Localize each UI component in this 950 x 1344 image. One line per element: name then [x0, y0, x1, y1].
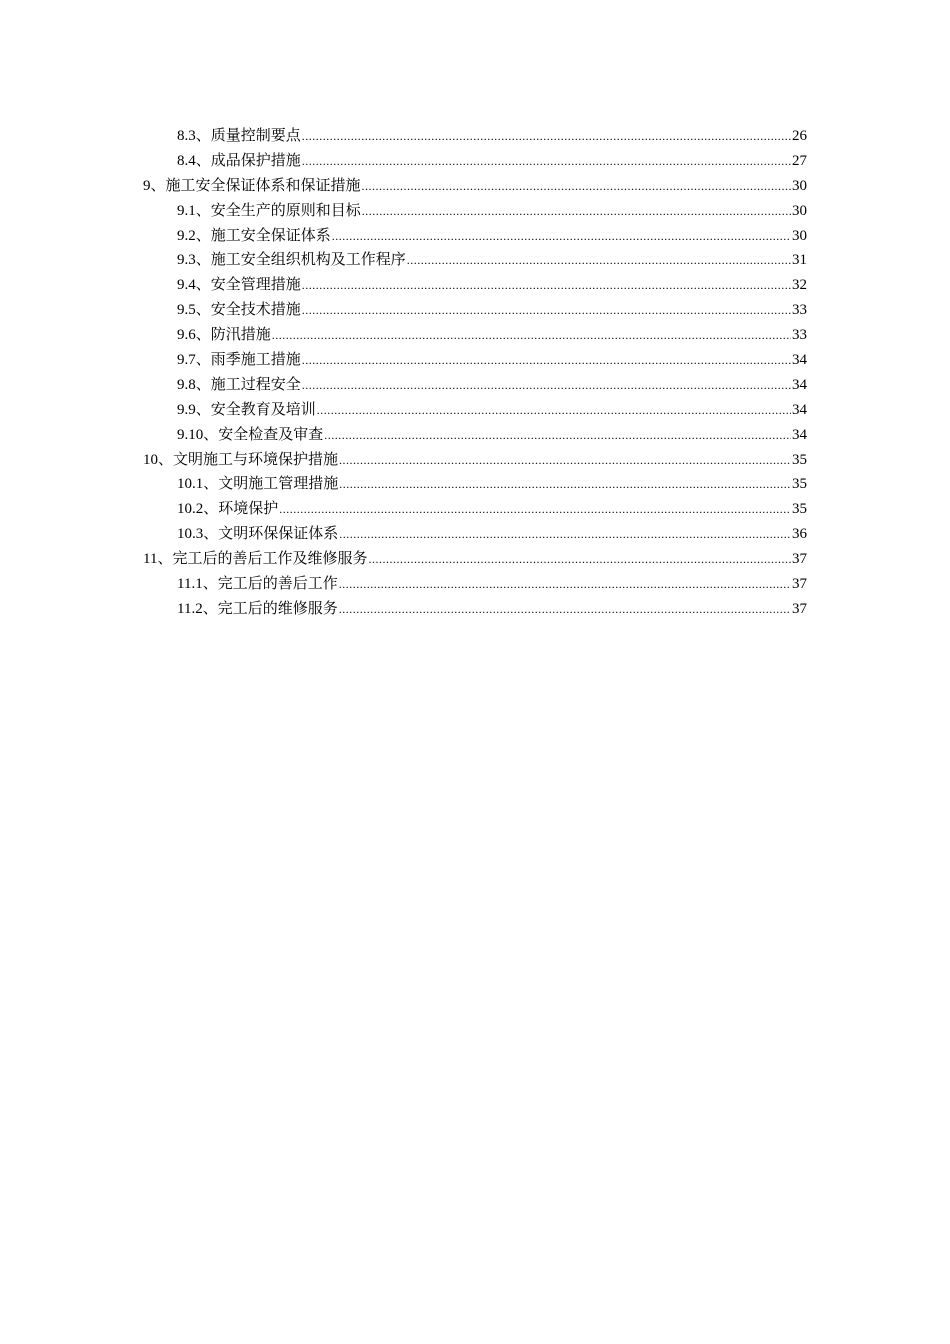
toc-entry-page-number: 37	[792, 551, 807, 568]
toc-dot-leader	[339, 572, 791, 597]
toc-dot-leader	[362, 199, 791, 224]
toc-entry[interactable]	[143, 597, 807, 622]
toc-entry-title: 9.2、施工安全保证体系	[177, 227, 331, 244]
toc-entry[interactable]	[143, 199, 807, 224]
toc-entry[interactable]	[143, 298, 807, 323]
toc-entry[interactable]	[143, 423, 807, 448]
toc-entry[interactable]	[143, 323, 807, 348]
toc-entry-page-number: 35	[792, 451, 807, 468]
toc-entry-page-number: 35	[792, 501, 807, 518]
toc-entry[interactable]	[143, 547, 807, 572]
toc-entry-page-number: 30	[792, 177, 807, 194]
toc-dot-leader	[339, 472, 791, 497]
toc-entry-page-number: 33	[792, 302, 807, 319]
toc-entry-page-number: 26	[792, 128, 807, 144]
toc-dot-leader	[324, 423, 791, 448]
toc-entry[interactable]	[143, 398, 807, 423]
toc-entry-title: 9.5、安全技术措施	[177, 302, 301, 319]
toc-dot-leader	[302, 348, 791, 373]
toc-entry-page-number: 30	[792, 202, 807, 219]
toc-entry-page-number: 34	[792, 376, 807, 393]
toc-entry-page-number: 34	[792, 426, 807, 443]
toc-entry-title: 9.10、安全检查及审查	[177, 426, 324, 443]
toc-dot-leader	[332, 224, 791, 249]
toc-entry-page-number: 35	[792, 476, 807, 493]
toc-entry-title: 11、完工后的善后工作及维修服务	[143, 551, 368, 568]
toc-dot-leader	[368, 547, 791, 572]
toc-entry-title: 9.3、施工安全组织机构及工作程序	[177, 252, 406, 269]
toc-dot-leader	[362, 174, 791, 199]
toc-entry-page-number: 27	[792, 152, 807, 169]
toc-dot-leader	[272, 323, 791, 348]
toc-entry[interactable]	[143, 448, 807, 473]
toc-dot-leader	[302, 298, 791, 323]
toc-entry-title: 10.2、环境保护	[177, 501, 279, 518]
toc-entry-page-number: 33	[792, 327, 807, 344]
toc-dot-leader	[302, 124, 791, 149]
toc-entry[interactable]	[143, 273, 807, 298]
toc-entry[interactable]	[143, 373, 807, 398]
toc-dot-leader	[279, 497, 791, 522]
toc-entry-page-number: 36	[792, 526, 807, 543]
toc-entry[interactable]	[143, 572, 807, 597]
toc-dot-leader	[302, 149, 791, 174]
toc-entry[interactable]	[143, 224, 807, 249]
toc-dot-leader	[302, 373, 791, 398]
toc-entry-title: 11.1、完工后的善后工作	[177, 576, 338, 593]
toc-dot-leader	[407, 248, 791, 273]
toc-entry-title: 9.4、安全管理措施	[177, 277, 301, 294]
toc-entry[interactable]	[143, 348, 807, 373]
toc-entry[interactable]	[143, 472, 807, 497]
toc-entry[interactable]	[143, 248, 807, 273]
toc-entry-page-number: 31	[792, 252, 807, 269]
toc-dot-leader	[339, 522, 791, 547]
toc-entry-title: 9.7、雨季施工措施	[177, 352, 301, 369]
toc-entry[interactable]	[143, 497, 807, 522]
toc-entry[interactable]	[143, 174, 807, 199]
toc-entry-page-number: 34	[792, 352, 807, 369]
toc-dot-leader	[339, 448, 791, 473]
toc-entry[interactable]	[143, 149, 807, 174]
toc-dot-leader	[339, 597, 791, 622]
toc-entry-title: 9.6、防汛措施	[177, 327, 271, 344]
toc-entry-title: 8.3、质量控制要点	[177, 128, 301, 144]
table-of-contents	[143, 124, 807, 622]
toc-entry-title: 9、施工安全保证体系和保证措施	[143, 177, 361, 194]
toc-entry[interactable]	[143, 124, 807, 149]
toc-entry-title: 10、文明施工与环境保护措施	[143, 451, 339, 468]
toc-entry-title: 9.8、施工过程安全	[177, 376, 301, 393]
toc-dot-leader	[317, 398, 791, 423]
toc-entry-page-number: 34	[792, 401, 807, 418]
toc-entry-title: 8.4、成品保护措施	[177, 152, 301, 169]
toc-entry-page-number: 30	[792, 227, 807, 244]
toc-entry-title: 9.1、安全生产的原则和目标	[177, 202, 361, 219]
toc-entry-page-number: 37	[792, 576, 807, 593]
toc-entry-page-number: 37	[792, 600, 807, 617]
toc-entry-title: 10.3、文明环保保证体系	[177, 526, 339, 543]
toc-entry-title: 9.9、安全教育及培训	[177, 401, 316, 418]
toc-entry[interactable]	[143, 522, 807, 547]
toc-entry-page-number: 32	[792, 277, 807, 294]
toc-entry-title: 11.2、完工后的维修服务	[177, 600, 338, 617]
toc-dot-leader	[302, 273, 791, 298]
toc-entry-title: 10.1、文明施工管理措施	[177, 476, 339, 493]
